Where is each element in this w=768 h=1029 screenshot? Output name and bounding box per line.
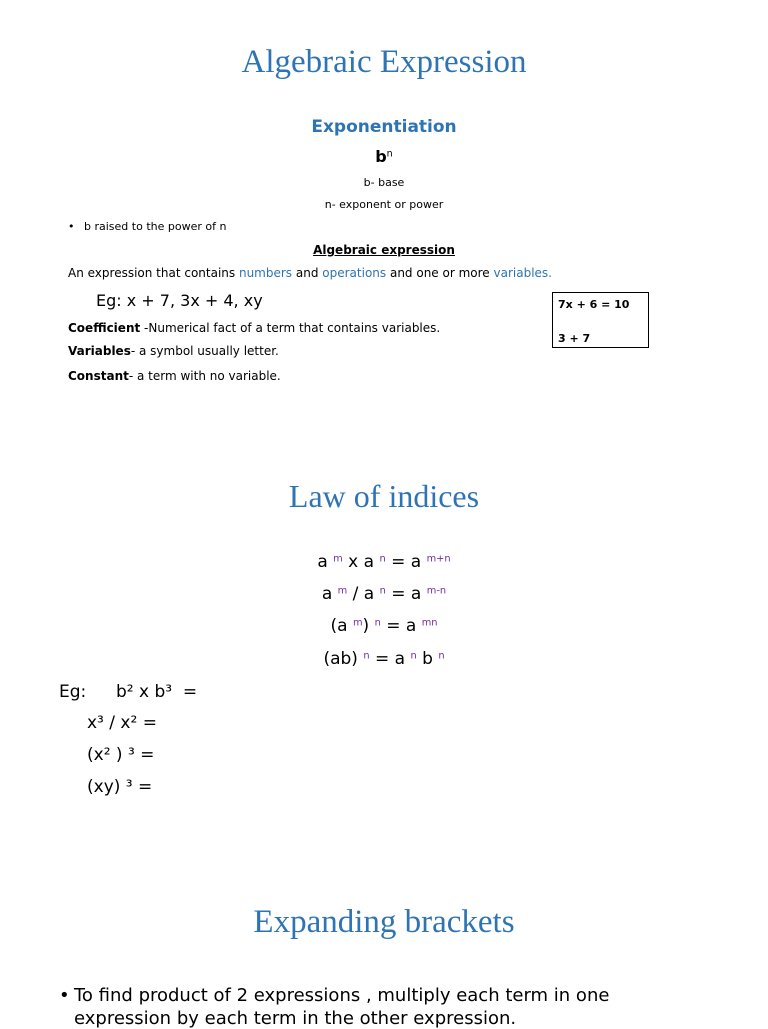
page-title: Algebraic Expression <box>241 44 527 80</box>
rule4-n1: n <box>363 650 370 662</box>
definition-prefix: An expression that contains <box>68 266 239 280</box>
rule4-open: (ab) <box>323 649 364 669</box>
rule2-result: m-n <box>426 585 447 597</box>
bullet-icon: • <box>68 220 75 233</box>
rule2-eq: = a <box>385 584 427 604</box>
rule3-eq: = a <box>380 616 422 636</box>
example-product: (xy) ³ = <box>87 777 153 797</box>
rule1-m: m <box>333 553 343 565</box>
exponentiation-heading: Exponentiation <box>311 117 457 137</box>
constant-line <box>68 369 281 383</box>
rule1-mid: x a <box>342 552 380 572</box>
index-rule-multiply <box>0 552 768 572</box>
base-definition: b- base <box>363 176 405 189</box>
example-multiply: b² x b³ = <box>116 682 198 702</box>
exponent-definition: n- exponent or power <box>324 198 444 211</box>
rule2-n: n <box>379 585 386 597</box>
expanding-bullet-icon: • <box>59 985 70 1006</box>
rule4-n3: n <box>438 650 445 662</box>
variables-text: - a symbol usually letter. <box>130 344 279 358</box>
box-expression: 3 + 7 <box>558 332 591 345</box>
index-rule-product <box>0 649 768 669</box>
rule4-n2: n <box>410 650 417 662</box>
rule3-result: mn <box>421 617 438 629</box>
definition-middle: and one or more <box>386 266 494 280</box>
rule2-mid: / a <box>347 584 380 604</box>
rule1-eq: = a <box>385 552 427 572</box>
coefficient-line <box>68 321 440 335</box>
example-power: (x² ) ³ = <box>87 745 155 765</box>
rule1-n: n <box>379 553 386 565</box>
coefficient-label: Coefficient <box>68 321 141 335</box>
index-rule-power <box>0 616 768 636</box>
rule4-eq: = a <box>369 649 411 669</box>
exponent-symbol: n <box>386 148 393 160</box>
coefficient-text: -Numerical fact of a term that contains variables. <box>140 321 441 335</box>
equation-box <box>552 292 649 348</box>
index-rule-divide <box>0 584 768 604</box>
expanding-bullet-line2: expression by each term in the other expression. <box>74 1008 517 1029</box>
expanding-title: Expanding brackets <box>253 904 515 940</box>
variables-label: Variables <box>68 344 131 358</box>
rule1-result: m+n <box>426 553 451 565</box>
exponent-notation <box>0 147 768 166</box>
example-divide: x³ / x² = <box>87 713 157 733</box>
rule2-a: a <box>321 584 338 604</box>
rule3-m: m <box>352 617 363 629</box>
rule3-n: n <box>374 617 381 629</box>
definition-variables: variables. <box>493 266 552 280</box>
base-symbol: b <box>375 147 387 166</box>
expanding-bullet-line1: To find product of 2 expressions , multiply each term in one <box>74 985 610 1006</box>
example-expressions: Eg: x + 7, 3x + 4, xy <box>96 291 263 310</box>
rule4-b: b <box>416 649 439 669</box>
box-equation: 7x + 6 = 10 <box>558 298 630 311</box>
rule3-close: ) <box>362 616 375 636</box>
laws-title: Law of indices <box>288 478 480 514</box>
definition-and: and <box>292 266 323 280</box>
definition-numbers: numbers <box>238 266 293 280</box>
power-bullet <box>68 220 226 233</box>
rule2-m: m <box>337 585 348 597</box>
constant-text: - a term with no variable. <box>128 369 281 383</box>
variables-line <box>68 344 279 358</box>
constant-label: Constant <box>68 369 129 383</box>
power-bullet-text: b raised to the power of n <box>84 220 227 233</box>
rule1-a: a <box>317 552 334 572</box>
examples-label: Eg: <box>59 682 87 702</box>
definition-operations: operations <box>322 266 387 280</box>
algebraic-subheading: Algebraic expression <box>313 243 455 257</box>
rule3-open: (a <box>330 616 353 636</box>
algebraic-definition <box>68 266 552 280</box>
